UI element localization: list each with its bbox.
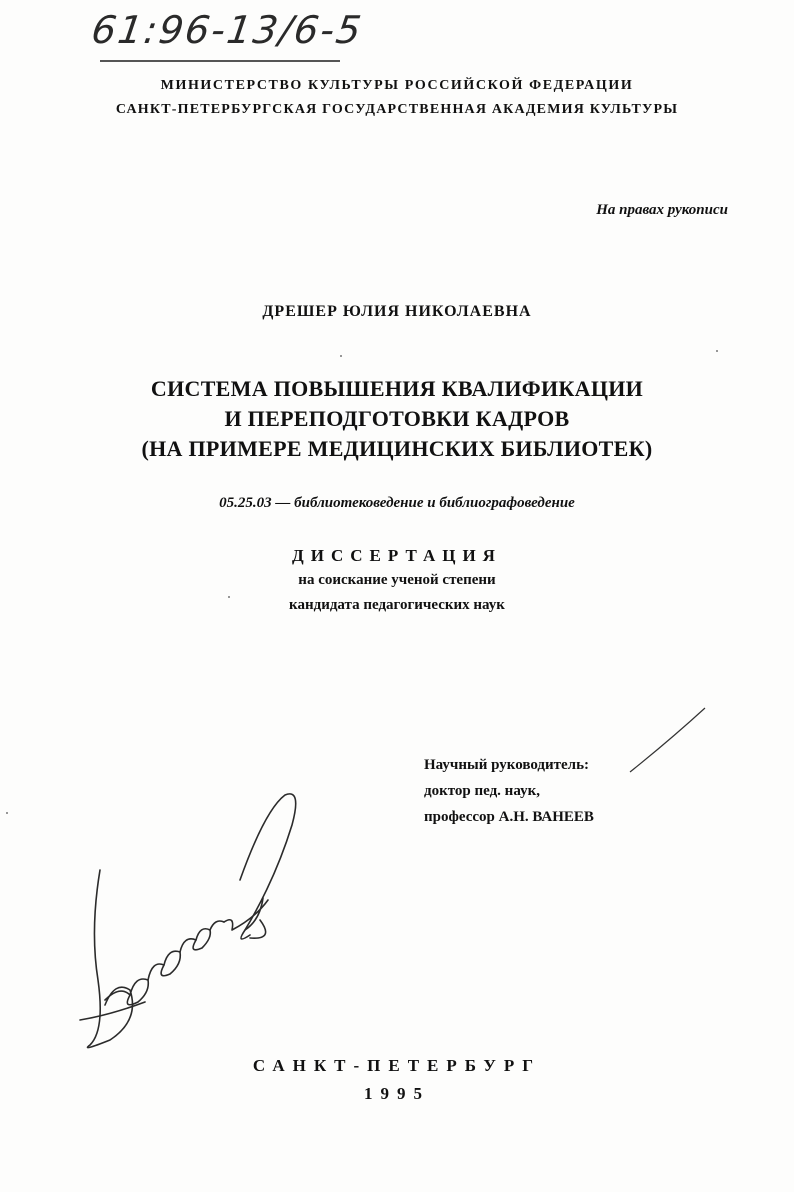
supervisor-label: Научный руководитель: — [424, 757, 589, 773]
supervisor-name: профессор А.Н. ВАНЕЕВ — [424, 809, 594, 825]
city: САНКТ-ПЕТЕРБУРГ — [252, 1056, 542, 1075]
specialty-code: 05.25.03 — библиотековедение и библиографоведение — [219, 495, 575, 511]
title-line-2: И ПЕРЕПОДГОТОВКИ КАДРОВ — [224, 406, 570, 431]
handwritten-archive-code: 61:96-13/6-5 — [88, 8, 366, 52]
author-name: ДРЕШЕР ЮЛИЯ НИКОЛАЕВНА — [262, 303, 532, 320]
paper-speck — [228, 596, 230, 598]
title-line-1: СИСТЕМА ПОВЫШЕНИЯ КВАЛИФИКАЦИИ — [150, 376, 644, 401]
degree-line-2: кандидата педагогических наук — [289, 597, 505, 613]
handwritten-signature — [60, 770, 300, 1060]
title-line-3: (НА ПРИМЕРЕ МЕДИЦИНСКИХ БИБЛИОТЕК) — [141, 436, 653, 461]
archive-code-underline — [100, 60, 340, 62]
document-type: ДИССЕРТАЦИЯ — [292, 546, 502, 565]
supervisor-degree: доктор пед. наук, — [424, 783, 540, 799]
degree-line-1: на соискание ученой степени — [298, 572, 496, 588]
pen-stroke-mark — [600, 700, 710, 780]
manuscript-rights-note: На правах рукописи — [596, 202, 728, 218]
supervisor-block — [424, 752, 594, 830]
year: 1995 — [364, 1084, 430, 1103]
paper-speck — [6, 812, 8, 814]
ministry-heading: МИНИСТЕРСТВО КУЛЬТУРЫ РОССИЙСКОЙ ФЕДЕРАЦИИ — [160, 78, 634, 93]
paper-speck — [340, 355, 342, 357]
paper-speck — [716, 350, 718, 352]
dissertation-title — [0, 374, 794, 464]
academy-heading: САНКТ-ПЕТЕРБУРГСКАЯ ГОСУДАРСТВЕННАЯ АКАДЕМИЯ КУЛЬТУРЫ — [115, 102, 679, 117]
